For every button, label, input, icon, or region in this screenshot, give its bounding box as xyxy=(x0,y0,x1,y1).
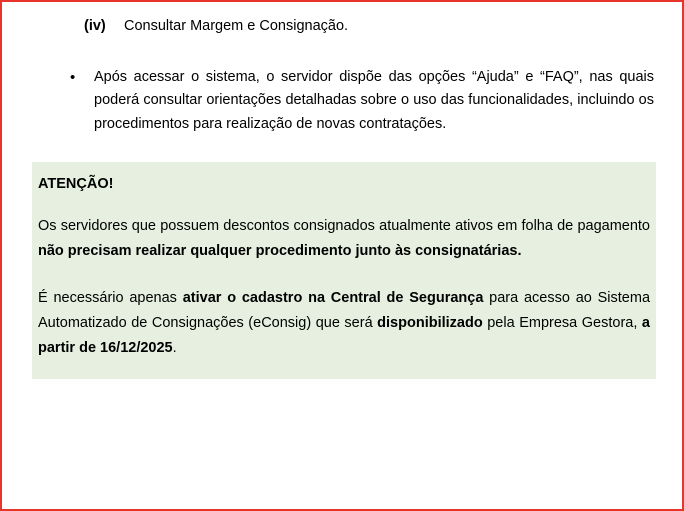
attention-callout-inner xyxy=(34,176,654,361)
attention-p1-text: Os servidores que possuem descontos consignados atualmente ativos em folha de pagamento xyxy=(38,218,650,235)
attention-p2-bold-1: ativar o cadastro na Central de Segurança xyxy=(182,290,484,307)
attention-p2-text-4: . xyxy=(172,339,177,356)
attention-paragraph-2 xyxy=(38,286,650,361)
list-item-bullet xyxy=(70,66,656,136)
attention-title: ATENÇÃO! xyxy=(38,176,114,193)
attention-paragraph-1 xyxy=(38,214,650,264)
attention-p2-text-3: pela Empresa Gestora, xyxy=(482,315,642,332)
attention-p2-text-1: É necessário apenas xyxy=(38,290,183,307)
list-item-marker: (iv) xyxy=(84,18,106,34)
attention-p1-bold: não precisam realizar qualquer procedimento junto às consignatárias. xyxy=(38,243,522,260)
bottom-spacer xyxy=(32,379,656,399)
list-item-text: Consultar Margem e Consignação. xyxy=(124,18,349,34)
attention-callout xyxy=(32,162,656,379)
attention-p2-bold-3: a partir de 16/12/2025 xyxy=(38,315,650,356)
attention-p2-text-2: para acesso ao Sistema Automatizado de Consignações (eConsig) que será xyxy=(38,290,651,332)
document-content xyxy=(2,2,682,509)
attention-p2-bold-2: disponibilizado xyxy=(377,315,483,332)
list-item-roman xyxy=(84,16,656,38)
bullet-icon: • xyxy=(70,68,76,86)
bullet-item-text: Após acessar o sistema, o servidor dispõe das opções “Ajuda” e “FAQ”, nas quais poderá consultar orientações detalhadas sobre o uso das funcionalidades, incluindo os procedimentos para realização de novas contratações. xyxy=(94,68,654,132)
